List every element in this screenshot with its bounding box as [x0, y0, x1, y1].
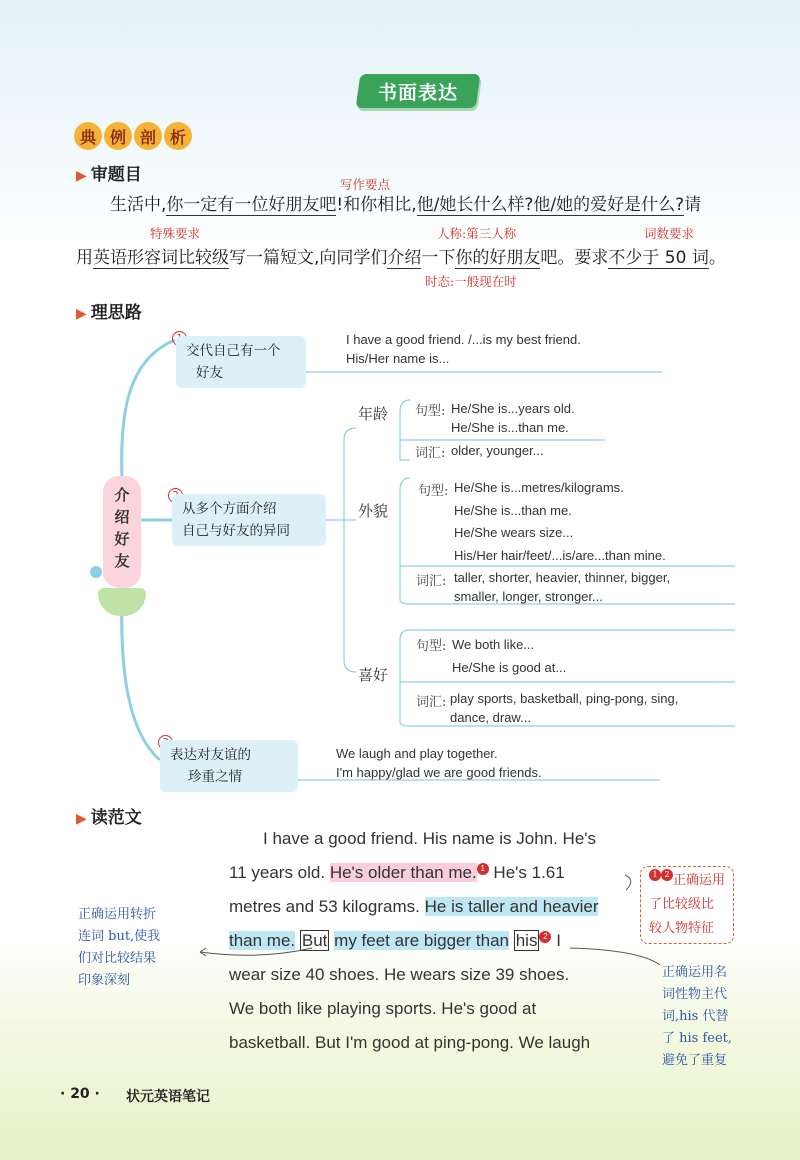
section-heading-model-essay: ▶ 读范文 — [76, 808, 142, 828]
annotation-word-count: 词数要求 — [644, 226, 695, 241]
hobby-patterns: We both like... He/She is good at... — [452, 637, 567, 675]
badge-char: 例 — [104, 122, 132, 150]
pattern-label: 句型: — [416, 639, 447, 654]
vocab-label: 词汇: — [415, 446, 446, 461]
annotation-person: 人称:第三人称 — [437, 226, 517, 241]
mindmap-central-node: 介 绍 好 友 — [103, 476, 141, 588]
prompt-line-2: 用英语形容词比较级写一篇短文,向同学们介绍一下你的好朋友吧。要求不少于 50 词。 — [76, 248, 726, 268]
age-vocab: older, younger... — [451, 443, 544, 458]
section-banner-title: 书面表达 — [377, 82, 458, 104]
page-number: · 20 · — [60, 1086, 100, 1102]
arrow-red-note — [625, 875, 631, 890]
appearance-vocab: taller, shorter, heavier, thinner, bigger, smaller, longer, stronger... — [454, 570, 671, 604]
essay-line-7: basketball. But I'm good at ping-pong. We laugh — [229, 1033, 591, 1052]
section-heading-thinking: ▶ 理思路 — [76, 303, 142, 323]
badge-char: 典 — [74, 122, 102, 150]
triangle-icon: ▶ — [76, 306, 87, 322]
essay-line-5: wear size 40 shoes. He wears size 39 shoes. — [229, 965, 570, 984]
category-appearance: 外貌 — [358, 502, 389, 520]
note-comparative: 1 2 正确运用 了比较级比 较人物特征 — [640, 866, 734, 944]
category-age: 年龄 — [358, 405, 389, 423]
arrow-left-note — [200, 948, 312, 955]
vocab-label: 词汇: — [416, 695, 447, 710]
pattern-label: 句型: — [415, 404, 446, 419]
mindmap-branch-1-label: 交代自己有一个 好友 — [176, 336, 306, 388]
essay-line-6: We both like playing sports. He's good at — [229, 999, 537, 1018]
branch-1-text: I have a good friend. /...is my best friend. His/Her name is... — [346, 332, 581, 366]
triangle-icon: ▶ — [76, 811, 87, 827]
note-but-conjunction: 正确运用转折 连词 but,使我 们对比较结果 印象深刻 — [78, 907, 161, 988]
mindmap-branch-2-label: 从多个方面介绍 自己与好友的异同 — [172, 494, 326, 546]
pattern-label: 句型: — [418, 484, 449, 499]
section-heading-review: ▶ 审题目 — [76, 165, 142, 185]
arrow-right-note — [570, 948, 660, 965]
annotation-tense: 时态:一般现在时 — [425, 274, 517, 289]
badge-char: 析 — [164, 122, 192, 150]
triangle-icon: ▶ — [76, 168, 87, 184]
badge-char: 剖 — [134, 122, 162, 150]
essay-line-4: than me. But my feet are bigger than his 2 I — [229, 931, 561, 950]
essay-line-1: I have a good friend. His name is John. He's — [263, 829, 597, 848]
age-patterns: He/She is...years old. He/She is...than me. — [451, 401, 575, 435]
annotation-special: 特殊要求 — [150, 226, 201, 241]
prompt-line-1: 生活中,你一定有一位好朋友吧!和你相比,他/她长什么样?他/她的爱好是什么?请 — [110, 195, 702, 215]
book-title: 状元英语笔记 — [126, 1089, 210, 1105]
branch-3-text: We laugh and play together. I'm happy/glad we are good friends. — [336, 746, 542, 780]
category-hobby: 喜好 — [358, 666, 389, 684]
annotation-key-points: 写作要点 — [340, 177, 391, 192]
essay-line-2: 11 years old. He's older than me. 1 He's 1.61 — [229, 863, 565, 882]
essay-line-3: metres and 53 kilograms. He is taller and heavier — [229, 897, 599, 916]
vocab-label: 词汇: — [416, 574, 447, 589]
appearance-patterns: He/She is...metres/kilograms. He/She is...than me. He/She wears size... His/Her hair/feet/...is/are...than mine. — [454, 480, 666, 563]
hobby-vocab: play sports, basketball, ping-pong, sing, dance, draw... — [450, 691, 679, 725]
mindmap-branch-3-label: 表达对友谊的 珍重之情 — [160, 740, 298, 792]
note-possessive-pronoun: 正确运用名 词性物主代 词,his 代替 了 his feet, 避免了重复 — [662, 965, 733, 1068]
